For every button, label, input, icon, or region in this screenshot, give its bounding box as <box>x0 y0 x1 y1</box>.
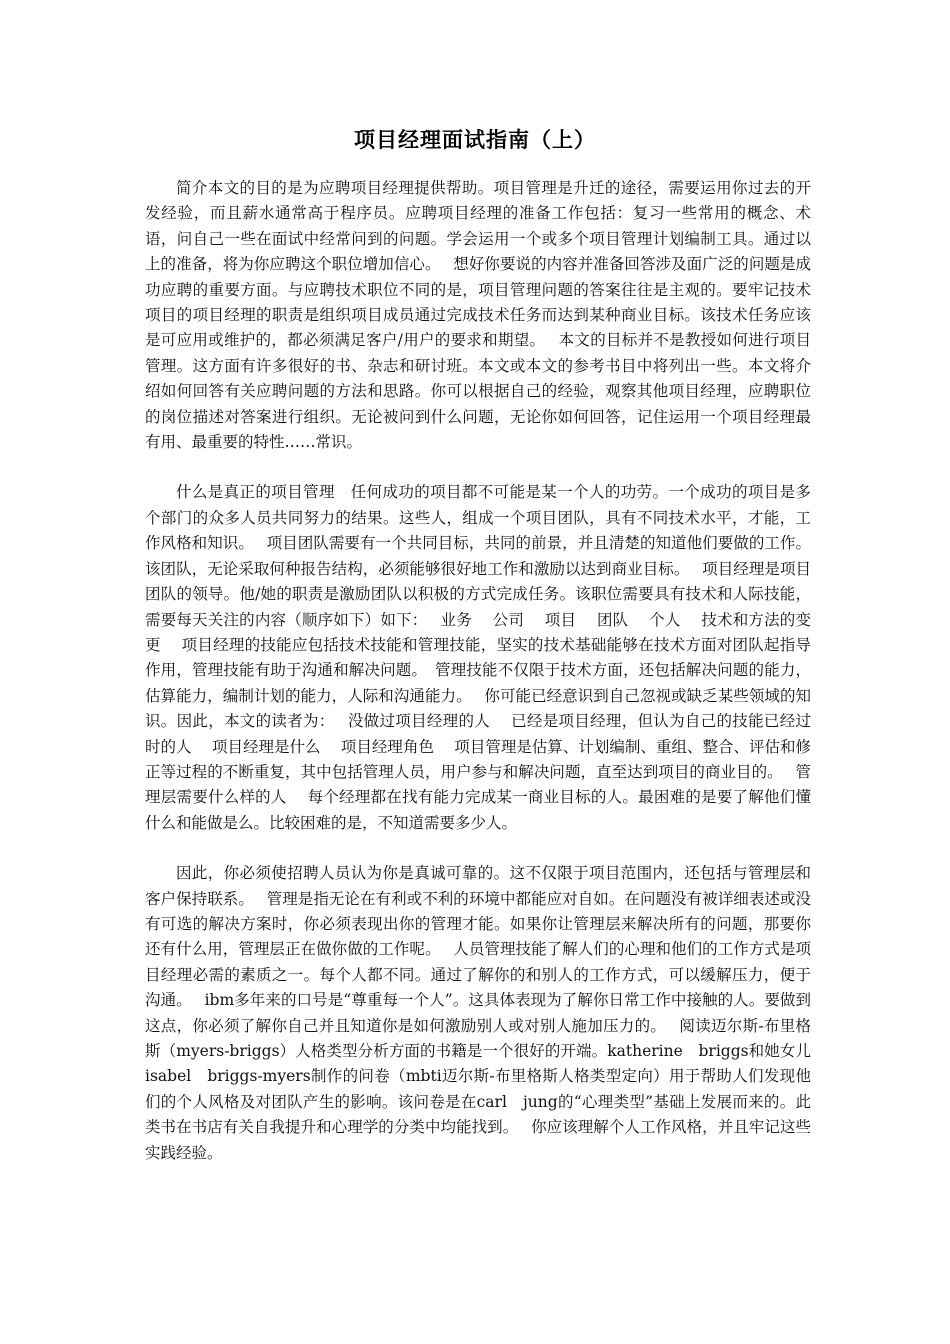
paragraph-introduction: 简介本文的目的是为应聘项目经理提供帮助。项目管理是升迁的途径，需要运用你过去的开发经验，而且薪水通常高于程序员。应聘项目经理的准备工作包括：复习一些常用的概念、术语，问自己一些在面试中经常问到的问题。学会运用一个或多个项目管理计划编制工具。通过以上的准备，将为你应聘这个职位增加信心。 想好你要说的内容并准备回答涉及面广泛的问题是成功应聘的重要方面。与应聘技术职位不同的是，项目管理问题的答案往往是主观的。要牢记技术项目的项目经理的职责是组织项目成员通过完成技术任务而达到某种商业目标。该技术任务应该是可应用或维护的，都必须满足客户/用户的要求和期望。 本文的目标并不是教授如何进行项目管理。这方面有许多很好的书、杂志和研讨班。本文或本文的参考书目中将列出一些。本文将介绍如何回答有关应聘问题的方法和思路。你可以根据自己的经验，观察其他项目经理，应聘职位的岗位描述对答案进行组织。无论被问到什么问题，无论你如何回答，记住运用一个项目经理最有用、最重要的特性……常识。 <box>145 179 811 452</box>
paragraph-what-is-project-management: 什么是真正的项目管理 任何成功的项目都不可能是某一个人的功劳。一个成功的项目是多个部门的众多人员共同努力的结果。这些人，组成一个项目团队，具有不同技术水平，才能，工作风格和知识。 项目团队需要有一个共同目标，共同的前景，并且清楚的知道他们要做的工作。该团队，无论采取何种报告结构，必须能够很好地工作和激励以达到商业目标。 项目经理是项目团队的领导。他/她的职责是激励团队以积极的方式完成任务。该职位需要具有技术和人际技能，需要每天关注的内容（顺序如下）如下： 业务 公司 项目 团队 个人 技术和方法的变更 项目经理的技能应包括技术技能和管理技能，坚实的技术基础能够在技术方面对团队起指导作用，管理技能有助于沟通和解决问题。 管理技能不仅限于技术方面，还包括解决问题的能力，估算能力，编制计划的能力，人际和沟通能力。 你可能已经意识到自己忽视或缺乏某些领域的知识。因此，本文的读者为： 没做过项目经理的人 已经是项目经理，但认为自己的技能已经过时的人 项目经理是什么 项目经理角色 项目管理是估算、计划编制、重组、整合、评估和修正等过程的不断重复，其中包括管理人员，用户参与和解决问题，直至达到项目的商业目的。 管理层需要什么样的人 每个经理都在找有能力完成某一商业目标的人。最困难的是要了解他们懂什么和能做是么。比较困难的是，不知道需要多少人。 <box>145 483 811 832</box>
document-body <box>145 176 811 1191</box>
paragraph-people-management: 因此，你必须使招聘人员认为你是真诚可靠的。这不仅限于项目范围内，还包括与管理层和客户保持联系。 管理是指无论在有利或不利的环境中都能应对自如。在问题没有被详细表述或没有可选的解决方案时，你必须表现出你的管理才能。如果你让管理层来解决所有的问题，那要你还有什么用，管理层正在做你做的工作呢。 人员管理技能了解人们的心理和他们的工作方式是项目经理必需的素质之一。每个人都不同。通过了解你的和别人的工作方式，可以缓解压力，便于沟通。 ibm多年来的口号是“尊重每一个人”。这具体表现为了解你日常工作中接触的人。要做到这点，你必须了解你自己并且知道你是如何激励别人或对别人施加压力的。 阅读迈尔斯-布里格斯（myers-briggs）人格类型分析方面的书籍是一个很好的开端。katherine briggs和她女儿isabel briggs-myers制作的问卷（mbti迈尔斯-布里格斯人格类型定向）用于帮助人们发现他们的个人风格及对团队产生的影响。该问卷是在carl jung的“心理类型”基础上发展而来的。此类书在书店有关自我提升和心理学的分类中均能找到。 你应该理解个人工作风格，并且牢记这些实践经验。 <box>145 864 811 1162</box>
document-title: 项目经理面试指南（上） <box>354 128 596 152</box>
